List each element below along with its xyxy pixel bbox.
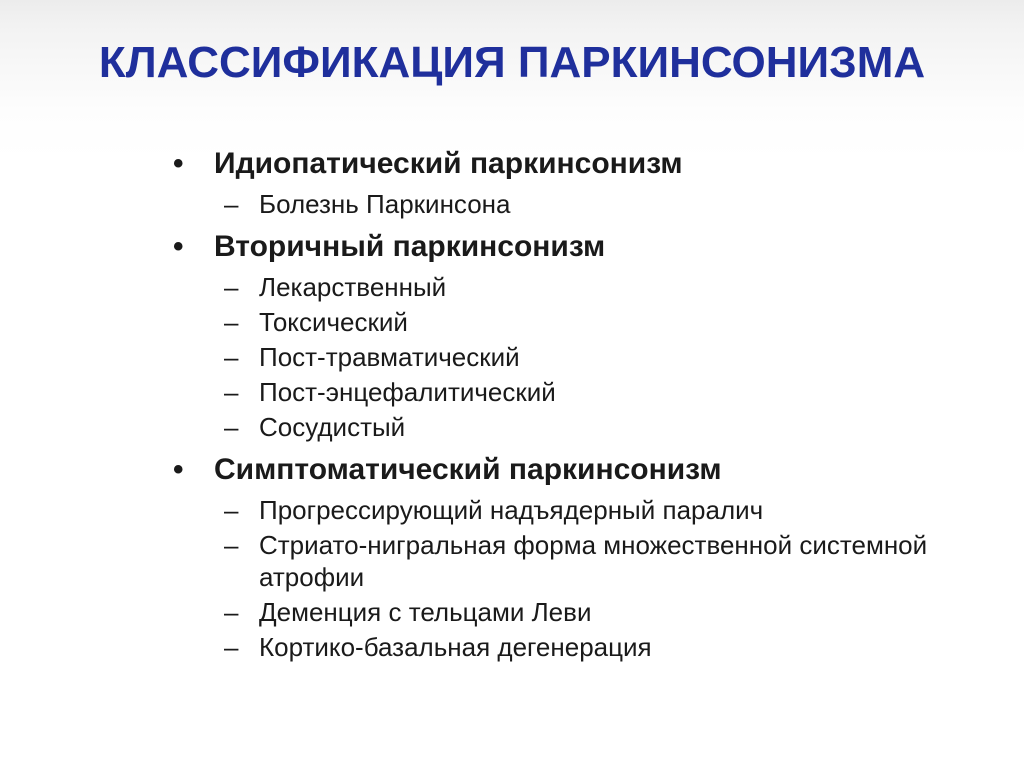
list-subitem <box>171 188 991 220</box>
subitem-label: Пост-травматический <box>259 342 520 372</box>
list-item-secondary <box>171 226 991 268</box>
subitem-label: Болезнь Паркинсона <box>259 189 511 219</box>
section-heading: Симптоматический паркинсонизм <box>214 453 722 486</box>
list-subitem <box>171 341 991 373</box>
list-subitem <box>171 376 991 408</box>
subitem-label: Пост-энцефалитический <box>259 377 556 407</box>
sublist-idiopathic <box>171 188 991 220</box>
section-heading: Идиопатический паркинсонизм <box>214 147 683 180</box>
classification-list <box>171 143 991 669</box>
dash-icon: – <box>224 189 239 219</box>
list-subitem <box>171 271 991 303</box>
section-heading: Вторичный паркинсонизм <box>214 230 606 263</box>
subitem-label: Прогрессирующий надъядерный паралич <box>259 495 764 525</box>
subitem-label: Сосудистый <box>259 412 406 442</box>
subitem-label: Стриато-нигральная форма множественной системной атрофии <box>259 530 928 592</box>
bullet-icon: • <box>173 147 184 180</box>
list-subitem <box>171 306 991 338</box>
subitem-label: Токсический <box>259 307 408 337</box>
list-subitem <box>171 494 991 526</box>
list-subitem <box>171 596 991 628</box>
sublist-symptomatic <box>171 494 991 663</box>
dash-icon: – <box>224 530 239 560</box>
bullet-icon: • <box>173 453 184 486</box>
bullet-icon: • <box>173 230 184 263</box>
list-item-idiopathic <box>171 143 991 185</box>
subitem-label: Лекарственный <box>259 272 447 302</box>
dash-icon: – <box>224 272 239 302</box>
sublist-secondary <box>171 271 991 443</box>
dash-icon: – <box>224 632 239 662</box>
dash-icon: – <box>224 377 239 407</box>
list-item-symptomatic <box>171 449 991 491</box>
list-subitem <box>171 529 991 593</box>
dash-icon: – <box>224 342 239 372</box>
dash-icon: – <box>224 307 239 337</box>
list-subitem <box>171 631 991 663</box>
subitem-label: Кортико-базальная дегенерация <box>259 632 652 662</box>
subitem-label: Деменция с тельцами Леви <box>259 597 592 627</box>
list-subitem <box>171 411 991 443</box>
dash-icon: – <box>224 412 239 442</box>
dash-icon: – <box>224 495 239 525</box>
slide-title: КЛАССИФИКАЦИЯ ПАРКИНСОНИЗМА <box>98 38 926 87</box>
dash-icon: – <box>224 597 239 627</box>
